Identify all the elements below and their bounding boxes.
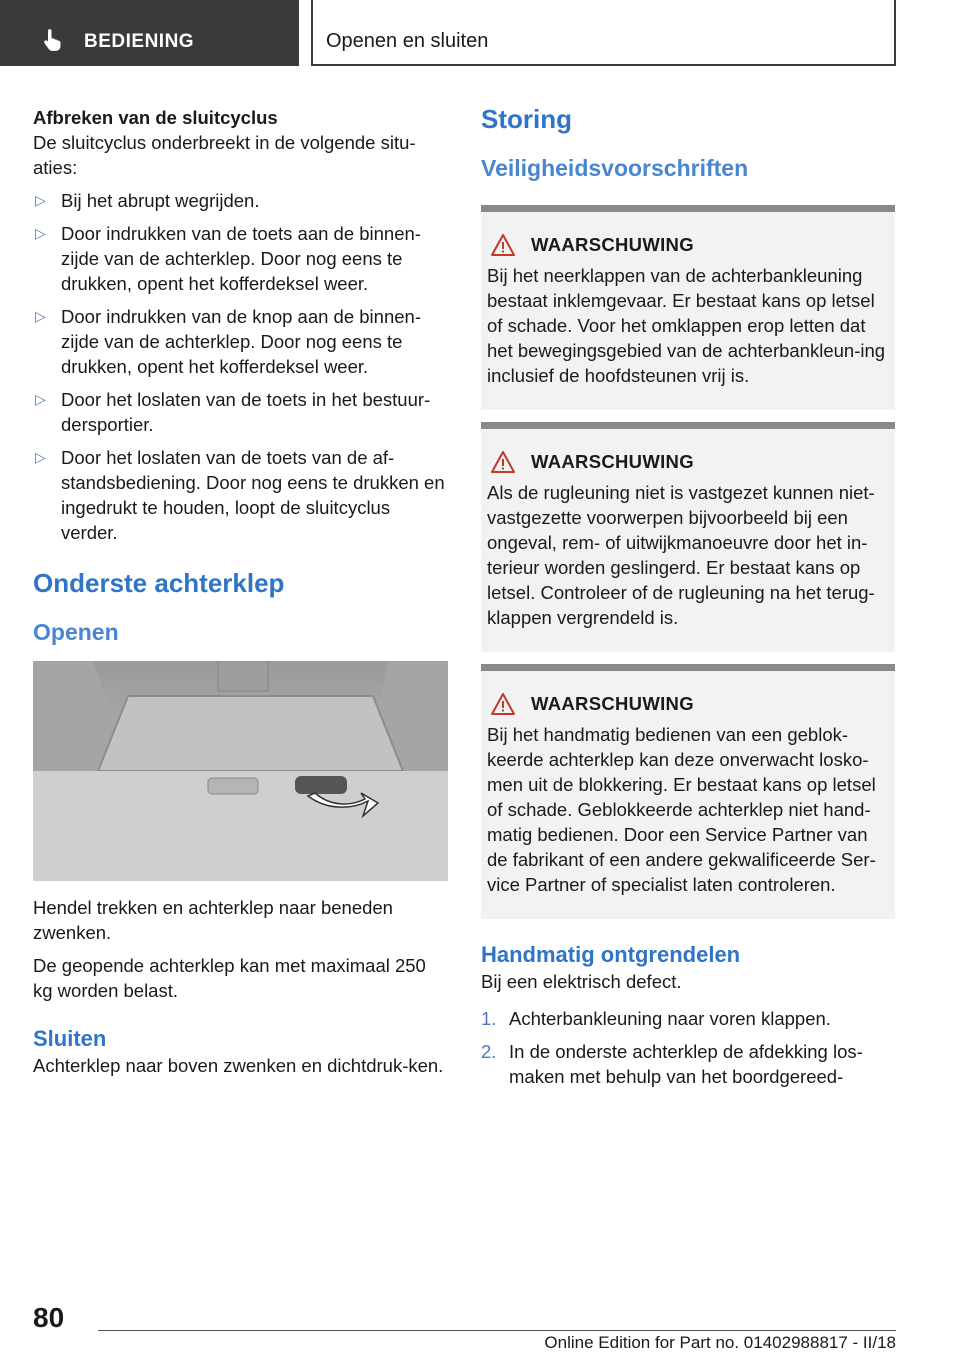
page-number: 80 [33, 1302, 65, 1333]
header-chapter-box [311, 0, 896, 66]
trunk-illustration [33, 661, 448, 881]
warning-triangle-icon [491, 451, 515, 473]
warning-title: WAARSCHUWING [531, 451, 694, 472]
header-section-tab [0, 0, 299, 66]
hand-pointer-icon [40, 27, 66, 53]
triangle-bullet-icon: ▷ [35, 449, 46, 465]
unlock-steps-list [481, 1006, 895, 1089]
open-heading: Openen [33, 619, 119, 645]
footer-edition: Online Edition for Part no. 01402988817 - II/18 [544, 1333, 896, 1352]
cycle-heading: Afbreken van de sluitcyclus [33, 107, 278, 128]
list-item: ▷ Door het loslaten van de toets van de af-standsbediening. Door nog eens te drukken en ingedrukt te houden, loopt de sluitcyclus verder. [35, 447, 445, 543]
fault-heading: Storing [481, 104, 572, 134]
list-item: ▷ Bij het abrupt wegrijden. [35, 190, 260, 211]
warning-box [481, 205, 895, 410]
cycle-bullet-list [33, 188, 447, 545]
triangle-bullet-icon: ▷ [35, 308, 46, 324]
triangle-bullet-icon: ▷ [35, 225, 46, 241]
safety-heading: Veiligheidsvoorschriften [481, 155, 749, 181]
cycle-intro: De sluitcyclus onderbreekt in de volgende situ-aties: [33, 132, 416, 178]
close-heading: Sluiten [33, 1026, 107, 1051]
section-label: BEDIENING [84, 31, 195, 52]
close-text: Achterklep naar boven zwenken en dichtdruk-ken. [33, 1055, 444, 1076]
warning-text: Bij het neerklappen van de achterbankleuning bestaat inklemgevaar. Er bestaat kans op letsel of schade. Voor het omklappen erop letten dat het bewegingsgebied van de achterbankleun-ing inclusief de hoofdsteunen vrij is. [487, 265, 886, 386]
trunk-photo [33, 661, 448, 881]
triangle-bullet-icon: ▷ [35, 391, 46, 407]
open-text-1: Hendel trekken en achterklep naar beneden zwenken. [33, 897, 393, 943]
warning-box [481, 422, 895, 652]
warning-text: Als de rugleuning niet is vastgezet kunnen niet-vastgezette voorwerpen bijvoorbeeld bij een ongeval, rem- of uitwijkmanoeuvre door het in-terieur worden geslingerd. Er bestaat kans op letsel. Controleer of de rugleuning na het terug-klappen vergrendeld is. [487, 482, 875, 628]
list-item: 1. Achterbankleuning naar voren klappen. [481, 1008, 831, 1029]
warning-title: WAARSCHUWING [531, 234, 694, 255]
warning-triangle-icon [491, 234, 515, 256]
left-column [33, 105, 447, 1086]
footer-divider [98, 1330, 896, 1331]
chapter-title: Openen en sluiten [326, 30, 489, 52]
list-item: ▷ Door indrukken van de toets aan de binnen-zijde van de achterklep. Door nog eens te drukken, opent het kofferdeksel weer. [35, 223, 421, 294]
warning-box [481, 664, 895, 919]
manual-unlock-heading: Handmatig ontgrendelen [481, 942, 741, 967]
manual-unlock-intro: Bij een elektrisch defect. [481, 971, 682, 992]
open-text-2: De geopende achterklep kan met maximaal 250 kg worden belast. [33, 955, 426, 1001]
list-item: ▷ Door het loslaten van de toets in het bestuur-dersportier. [35, 389, 431, 435]
list-item: ▷ Door indrukken van de knop aan de binnen-zijde van de achterklep. Door nog eens te drukken, opent het kofferdeksel weer. [35, 306, 421, 377]
list-item: 2. In de onderste achterklep de afdekking los-maken met behulp van het boordgereed- [481, 1041, 863, 1087]
right-column [481, 103, 895, 1097]
triangle-bullet-icon: ▷ [35, 192, 46, 208]
lower-tailgate-heading: Onderste achterklep [33, 568, 285, 598]
warning-triangle-icon [491, 693, 515, 715]
warning-text: Bij het handmatig bedienen van een geblok-keerde achterklep kan deze onverwacht losko-men uit de blokkering. Er bestaat kans op letsel of schade. Geblokkeerde achterklep niet hand-matig bedienen. Door een Service Partner van de fabrikant of een andere gekwalificeerde Ser-vice Partner of specialist laten controleren. [487, 724, 876, 895]
warning-title: WAARSCHUWING [531, 693, 694, 714]
